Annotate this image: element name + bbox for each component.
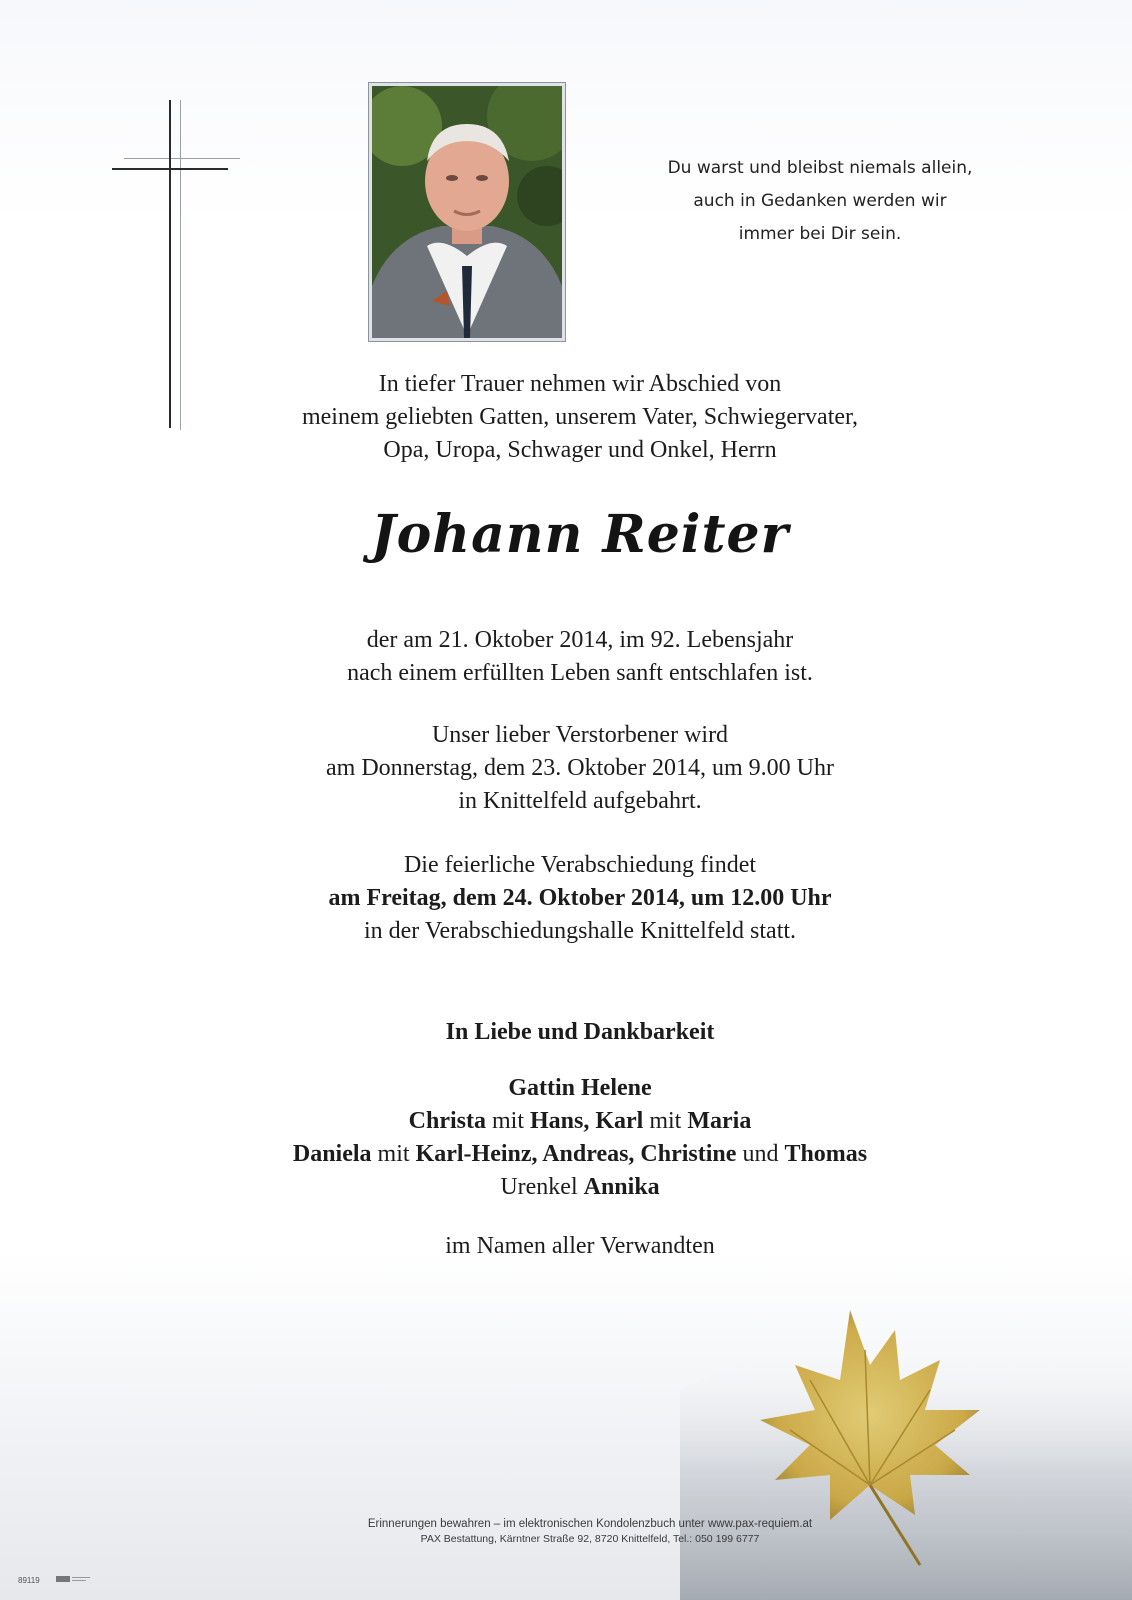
viewing-line: Unser lieber Verstorbener wird	[431, 722, 729, 748]
death-notice	[180, 624, 980, 690]
family-member: Christa	[408, 1108, 486, 1134]
footer-line-condolence: Erinnerungen bewahren – im elektronischen Kondolenzbuch unter www.pax-requiem.at	[367, 1518, 813, 1530]
cross-icon-horizontal	[112, 168, 228, 170]
family-member: Annika	[583, 1174, 660, 1200]
intro-text	[180, 368, 980, 467]
pax-logo-icon	[56, 1574, 90, 1584]
family-wife: Gattin Helene	[508, 1075, 652, 1101]
family-member: Karl-Heinz, Andreas, Christine	[415, 1141, 737, 1167]
family-member: Daniela	[292, 1141, 372, 1167]
maple-leaf-decoration	[680, 1270, 1132, 1600]
memorial-quote	[640, 152, 1000, 251]
intro-line: In tiefer Trauer nehmen wir Abschied von	[378, 371, 782, 397]
family-row	[180, 1105, 980, 1138]
family-list	[180, 1072, 980, 1204]
family-row	[180, 1138, 980, 1171]
farewell-line: Die feierliche Verabschiedung findet	[403, 852, 757, 878]
family-connector: mit	[371, 1141, 416, 1167]
quote-line: Du warst und bleibst niemals allein,	[667, 158, 973, 178]
family-connector: mit	[485, 1108, 530, 1134]
portrait-photo	[372, 86, 562, 338]
viewing-line: in Knittelfeld aufgebahrt.	[458, 788, 702, 814]
farewell-date: am Freitag, dem 24. Oktober 2014, um 12.00 Uhr	[328, 885, 832, 911]
thanks-heading: In Liebe und Dankbarkeit	[445, 1019, 715, 1045]
family-connector: und	[736, 1141, 785, 1167]
farewell-line: in der Verabschiedungshalle Knittelfeld statt.	[363, 918, 797, 944]
print-code: 89119	[18, 1576, 40, 1585]
cross-shadow-horizontal	[124, 158, 240, 159]
portrait-frame	[368, 82, 566, 342]
footer-line-address: PAX Bestattung, Kärntner Straße 92, 8720 Knittelfeld, Tel.: 050 199 6777	[420, 1533, 760, 1545]
viewing-line: am Donnerstag, dem 23. Oktober 2014, um 9.00 Uhr	[326, 755, 834, 781]
relatives-line: im Namen aller Verwandten	[445, 1233, 715, 1259]
cross-icon-vertical	[169, 100, 171, 428]
farewell-info	[180, 849, 980, 948]
intro-line: Opa, Uropa, Schwager und Onkel, Herrn	[383, 437, 777, 463]
family-member: Maria	[687, 1108, 752, 1134]
quote-line: immer bei Dir sein.	[738, 224, 902, 244]
family-member: Hans, Karl	[530, 1108, 644, 1134]
quote-line: auch in Gedanken werden wir	[693, 191, 947, 211]
death-line: der am 21. Oktober 2014, im 92. Lebensjahr	[366, 627, 794, 653]
intro-line: meinem geliebten Gatten, unserem Vater, Schwiegervater,	[301, 404, 859, 430]
family-connector: Urenkel	[500, 1174, 584, 1200]
viewing-info	[180, 719, 980, 818]
family-row	[180, 1171, 980, 1204]
family-member: Thomas	[784, 1141, 868, 1167]
portrait-illustration	[372, 86, 562, 338]
death-line: nach einem erfüllten Leben sanft entschlafen ist.	[347, 660, 813, 686]
deceased-name: Johann Reiter	[370, 504, 790, 565]
family-connector: mit	[643, 1108, 688, 1134]
